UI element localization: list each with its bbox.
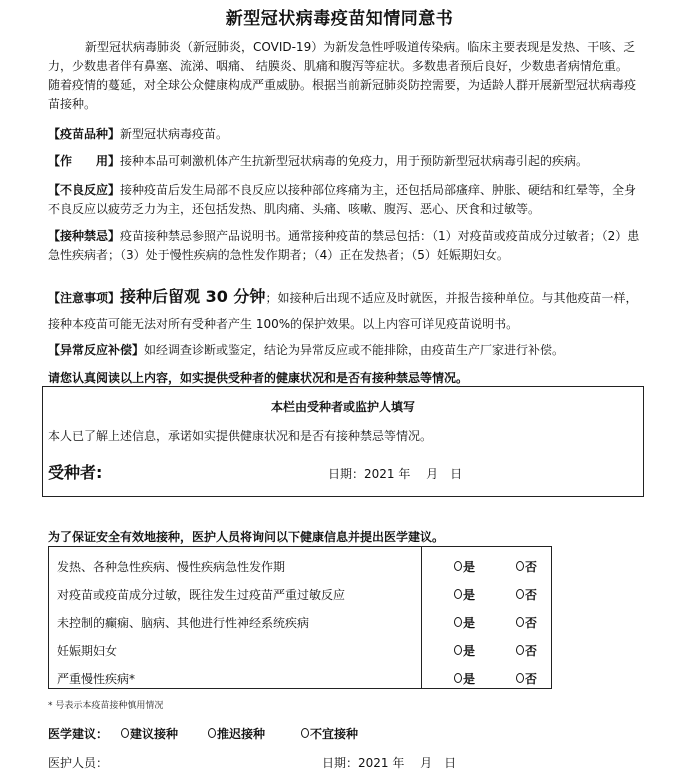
- section-label: 【作 用】: [48, 154, 121, 168]
- no-radio[interactable]: 否: [516, 558, 537, 575]
- health-question: 对疫苗或疫苗成分过敏，既往发生过疫苗严重过敏反应: [57, 588, 346, 602]
- section-vaccine-type: [48, 125, 643, 144]
- consent-box: [42, 386, 644, 497]
- section-label: 【不良反应】: [48, 183, 121, 197]
- radio-circle-icon: [516, 589, 524, 599]
- medical-advice-row: [48, 725, 408, 743]
- advice-recommend-radio[interactable]: 建议接种: [121, 725, 178, 742]
- recipient-signature-field[interactable]: 受种者:: [48, 463, 103, 482]
- radio-circle-icon: [454, 561, 462, 571]
- radio-circle-icon: [208, 728, 216, 738]
- advice-postpone-radio[interactable]: 推迟接种: [208, 725, 265, 742]
- health-question: 发热、各种急性疾病、慢性疾病急性发作期: [57, 560, 286, 574]
- table-row: [49, 550, 551, 578]
- radio-circle-icon: [121, 728, 129, 738]
- no-radio[interactable]: 否: [516, 670, 537, 687]
- section-text: ；如接种后出现不适应及时就医，并报告接种单位。与其他疫苗一样，接种本疫苗可能无法对所有受种者产生 100%的保护效果。以上内容可详见疫苗说明书。: [48, 291, 638, 331]
- health-question: 妊娠期妇女: [57, 644, 118, 658]
- radio-circle-icon: [454, 617, 462, 627]
- radio-circle-icon: [516, 617, 524, 627]
- section-text: 接种本品可刺激机体产生抗新型冠状病毒的免疫力，用于预防新型冠状病毒引起的疾病。: [120, 154, 589, 168]
- staff-signature-field[interactable]: 医护人员：: [48, 756, 109, 770]
- table-row: [49, 634, 551, 662]
- radio-circle-icon: [516, 561, 524, 571]
- yes-radio[interactable]: 是: [454, 614, 475, 631]
- section-function: [48, 152, 643, 171]
- radio-circle-icon: [516, 673, 524, 683]
- section-text: 如经调查诊断或鉴定，结论为异常反应或不能排除，由疫苗生产厂家进行补偿。: [144, 343, 565, 357]
- radio-circle-icon: [454, 589, 462, 599]
- yes-radio[interactable]: 是: [454, 558, 475, 575]
- health-check-table: [48, 546, 552, 689]
- table-row: [49, 606, 551, 634]
- no-radio[interactable]: 否: [516, 586, 537, 603]
- section-label: 【疫苗品种】: [48, 127, 121, 141]
- radio-circle-icon: [454, 673, 462, 683]
- section-adverse-reactions: [48, 181, 643, 219]
- document-title: 新型冠状病毒疫苗知情同意书: [225, 9, 454, 29]
- advice-not-suitable-radio[interactable]: 不宜接种: [301, 725, 358, 742]
- recipient-date-field[interactable]: 日期：2021 年 月 日: [328, 467, 463, 481]
- no-radio[interactable]: 否: [516, 614, 537, 631]
- section-label: 【异常反应补偿】: [48, 343, 145, 357]
- section-precautions: [48, 284, 643, 337]
- yes-radio[interactable]: 是: [454, 642, 475, 659]
- section-text: 疫苗接种禁忌参照产品说明书。通常接种疫苗的禁忌包括：（1）对疫苗或疫苗成分过敏者；（2）患急性疾病者；（3）处于慢性疾病的急性发作期者；（4）正在发热者；（5）妊娠期妇女。: [48, 229, 640, 262]
- health-check-intro: 为了保证安全有效地接种，医护人员将询问以下健康信息并提出医学建议。: [48, 530, 445, 544]
- section-contraindications: [48, 227, 643, 265]
- yes-radio[interactable]: 是: [454, 586, 475, 603]
- no-radio[interactable]: 否: [516, 642, 537, 659]
- consent-box-heading: 本栏由受种者或监护人填写: [270, 400, 415, 414]
- table-row: [49, 662, 551, 690]
- health-question: 未控制的癫痫、脑病、其他进行性神经系统疾病: [57, 616, 310, 630]
- intro-paragraph: 新型冠状病毒肺炎（新冠肺炎，COVID-19）为新发急性呼吸道传染病。临床主要表现是发热、干咳、乏力，少数患者伴有鼻塞、流涕、咽痛、 结膜炎、肌痛和腹泻等症状。多数患者预后良好，少数患者病情危重。随着疫情的蔓延，对全球公众健康构成严重威胁。根据当前新冠肺炎防控需要，为适龄人群开展新型冠状病毒疫苗接种。: [48, 40, 637, 111]
- section-label: 【接种禁忌】: [48, 229, 121, 243]
- section-text: 接种疫苗后发生局部不良反应以接种部位疼痛为主，还包括局部瘙痒、肿胀、硬结和红晕等，全身不良反应以疲劳乏力为主，还包括发热、肌肉痛、头痛、咳嗽、腹泻、恶心、厌食和过敏等。: [48, 183, 637, 216]
- section-text: 新型冠状病毒疫苗。: [120, 127, 229, 141]
- table-row: [49, 578, 551, 606]
- observation-note: 接种后留观 30 分钟: [120, 287, 266, 306]
- consent-statement: 本人已了解上述信息，承诺如实提供健康状况和是否有接种禁忌等情况。: [48, 429, 433, 443]
- medical-advice-label: 医学建议：: [48, 727, 109, 741]
- health-question: 严重慢性疾病*: [57, 672, 136, 686]
- yes-radio[interactable]: 是: [454, 670, 475, 687]
- staff-date-field[interactable]: 日期：2021 年 月 日: [322, 756, 457, 770]
- radio-circle-icon: [454, 645, 462, 655]
- section-label: 【注意事项】: [48, 291, 121, 305]
- reading-warning: 请您认真阅读以上内容，如实提供受种者的健康状况和是否有接种禁忌等情况。: [48, 371, 469, 385]
- caution-footnote: * 号表示本疫苗接种慎用情况: [48, 701, 164, 711]
- radio-circle-icon: [301, 728, 309, 738]
- radio-circle-icon: [516, 645, 524, 655]
- section-compensation: [48, 341, 643, 360]
